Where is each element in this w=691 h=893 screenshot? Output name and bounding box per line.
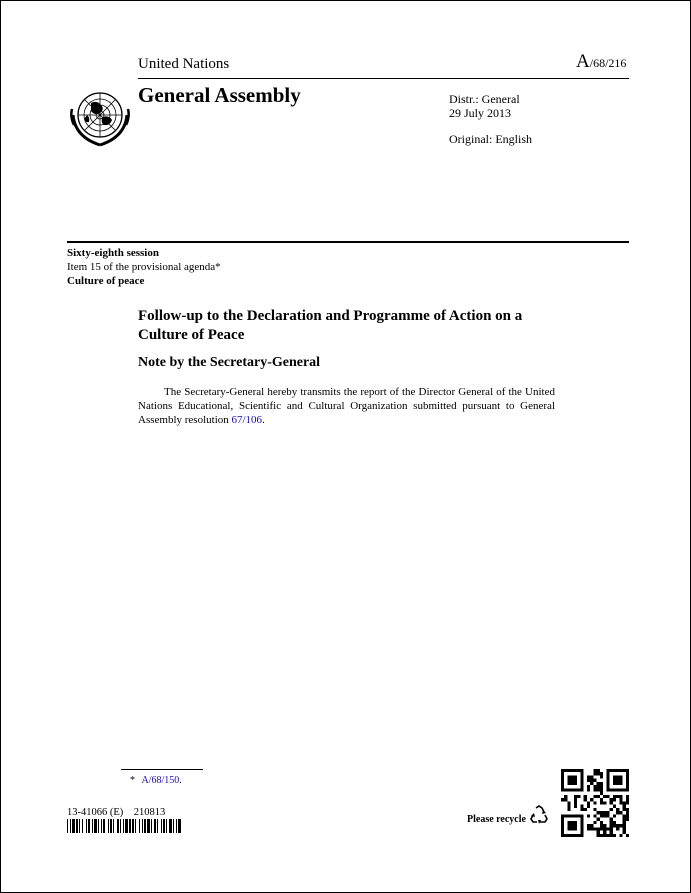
recycle-label: Please recycle [467,814,526,825]
agenda-item: Item 15 of the provisional agenda* [67,261,221,273]
footnote [130,775,182,786]
document-title: Follow-up to the Declaration and Programme of Action on a Culture of Peace [138,308,523,343]
footnote-link[interactable]: A/68/150 [141,775,180,786]
document-subtitle: Note by the Secretary-General [138,355,321,370]
original-language: Original: English [449,132,532,146]
recycle-icon [528,804,550,826]
body-title: General Assembly [138,83,301,107]
body-paragraph [138,385,555,427]
organization-name: United Nations [138,56,230,72]
distribution-label: Distr.: General [449,92,520,106]
agenda-topic: Culture of peace [67,275,145,287]
document-date: 29 July 2013 [449,106,512,120]
paragraph-text: The Secretary-General hereby transmits the report of the Director General of the United Nations Educational, Scientific and Cultural Organization submitted pursuant to General Assembly resolution [138,386,555,426]
barcode-icon [67,819,183,833]
session-name: Sixty-eighth session [67,247,159,259]
session-block [67,246,221,288]
footnote-rule [121,769,203,770]
paragraph-end: . [262,414,265,426]
footnote-end: . [179,775,182,786]
job-number: 13-41066 (E) 210813 [67,807,166,818]
symbol-number: /68/216 [589,56,627,70]
qr-code-icon [561,769,629,837]
document-symbol [576,51,626,73]
un-emblem-icon [67,85,133,151]
session-rule [67,241,629,243]
footnote-mark: * [130,775,135,786]
distribution-block [449,92,532,146]
symbol-letter: A [576,51,590,72]
header-rule [138,78,629,79]
resolution-link[interactable]: 67/106 [231,414,263,426]
